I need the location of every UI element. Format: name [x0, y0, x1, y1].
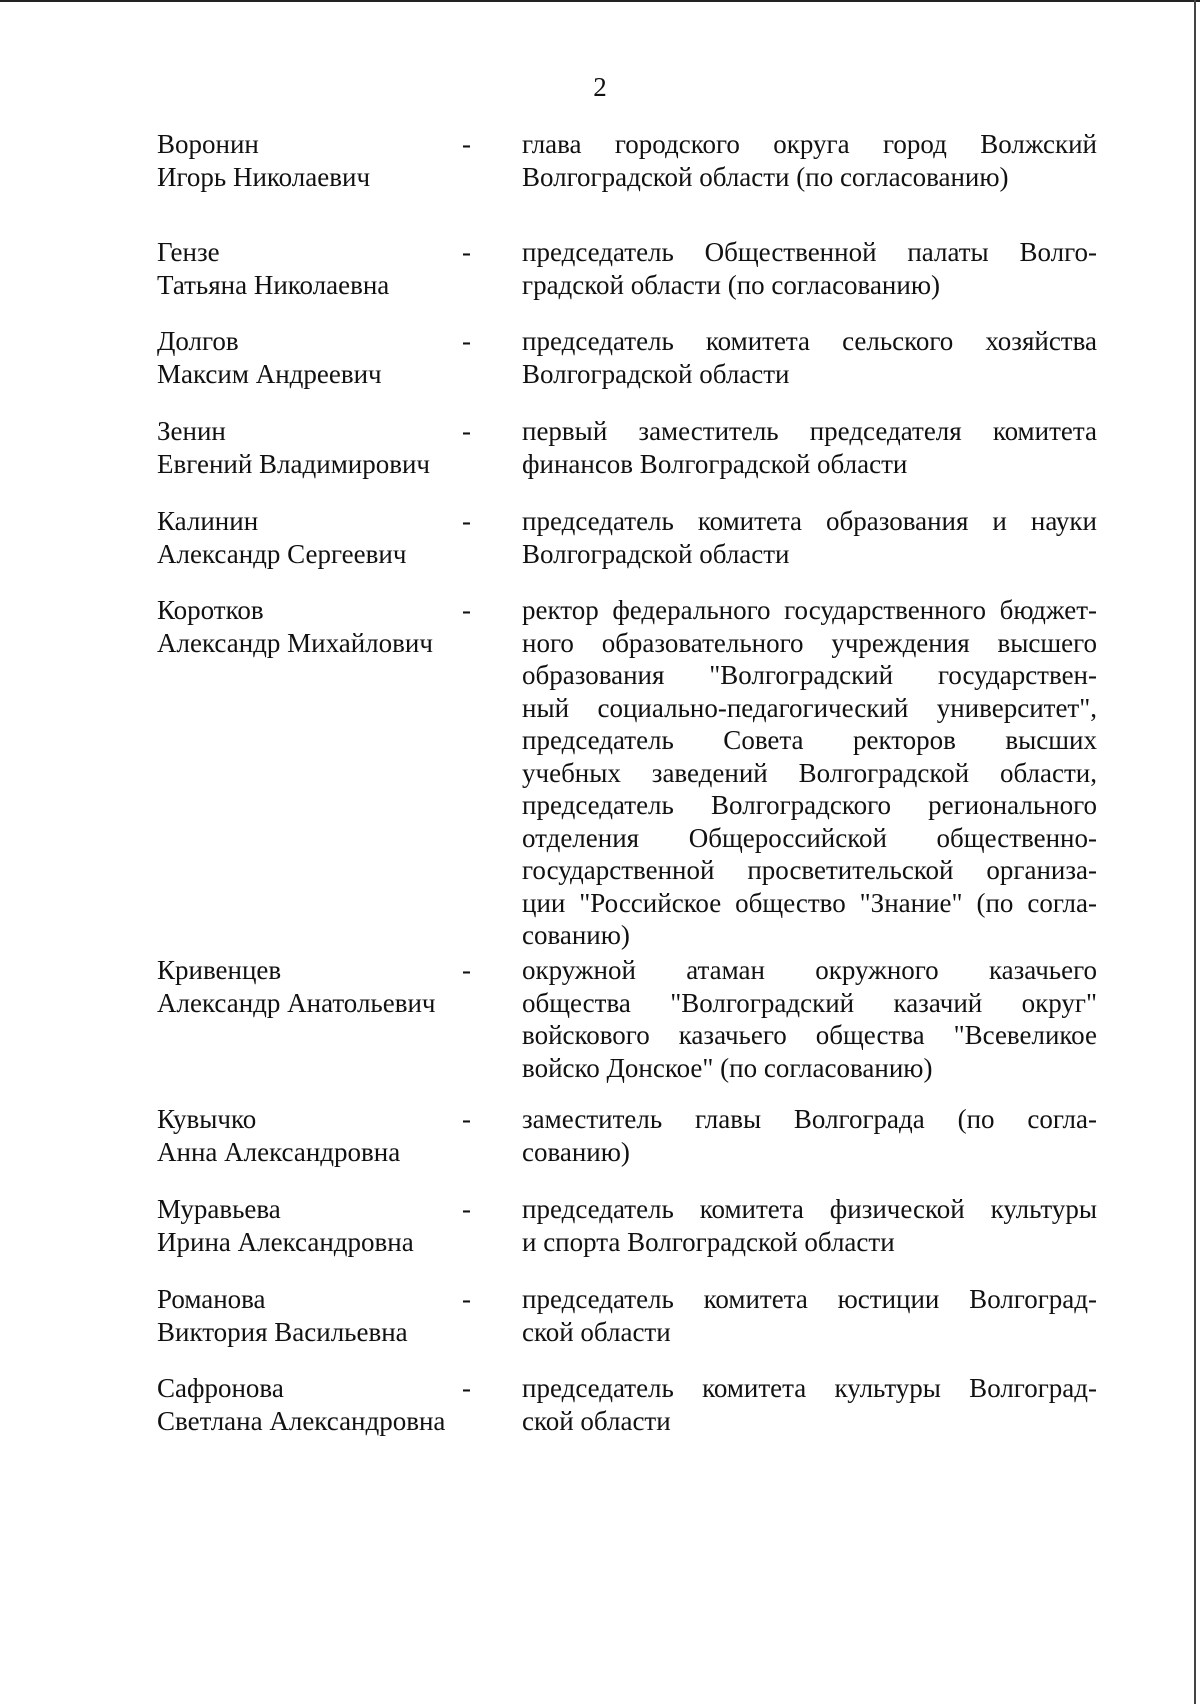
member-name: [157, 954, 462, 1084]
position-line: председатель Общественной палаты Волго-: [522, 237, 1097, 267]
member-name: [157, 236, 462, 301]
member-surname: Сафронова: [157, 1373, 284, 1403]
member-position: [522, 505, 1097, 570]
member-position: [522, 954, 1097, 1084]
member-given-names: Светлана Александровна: [157, 1405, 446, 1436]
member-given-names: Ирина Александровна: [157, 1226, 414, 1257]
member-surname: Зенин: [157, 416, 226, 446]
member-given-names: Евгений Владимирович: [157, 448, 431, 479]
member-given-names: Татьяна Николаевна: [157, 269, 390, 300]
member-position: [522, 1372, 1097, 1437]
position-line: градской области (по согласованию): [522, 269, 940, 300]
position-line: председатель комитета физической культуры: [522, 1194, 1097, 1224]
member-given-names: Александр Анатольевич: [157, 987, 436, 1018]
member-surname: Воронин: [157, 129, 259, 159]
member-given-names: Александр Сергеевич: [157, 538, 407, 569]
position-line: образования "Волгоградский государствен-: [522, 660, 1097, 690]
member-name: [157, 505, 462, 570]
member-surname: Романова: [157, 1284, 266, 1314]
position-line: председатель Волгоградского регионального: [522, 790, 1097, 820]
position-line: финансов Волгоградской области: [522, 448, 908, 479]
position-line: сованию): [522, 920, 630, 950]
separator-dash: -: [462, 595, 471, 625]
member-position: [522, 236, 1097, 301]
member-given-names: Александр Михайлович: [157, 627, 433, 658]
member-given-names: Виктория Васильевна: [157, 1316, 408, 1347]
member-surname: Кувычко: [157, 1104, 257, 1134]
member-position: [522, 1283, 1097, 1348]
member-name: [157, 1283, 462, 1348]
position-line: и спорта Волгоградской области: [522, 1226, 895, 1257]
member-name: [157, 1193, 462, 1258]
position-line: председатель комитета юстиции Волгоград-: [522, 1284, 1097, 1314]
position-line: председатель Совета ректоров высших: [522, 725, 1097, 755]
position-line: Волгоградской области (по согласованию): [522, 161, 1009, 192]
member-position: [522, 594, 1097, 952]
separator-dash: -: [462, 129, 471, 159]
position-line: первый заместитель председателя комитета: [522, 416, 1097, 446]
position-line: отделения Общероссийской общественно-: [522, 822, 1097, 853]
member-position: [522, 415, 1097, 480]
member-name: [157, 128, 462, 193]
separator-dash: -: [462, 1284, 471, 1314]
member-name: [157, 415, 462, 480]
position-line: Волгоградской области: [522, 358, 790, 389]
separator-dash: -: [462, 1104, 471, 1134]
separator-dash: -: [462, 1373, 471, 1403]
position-line: заместитель главы Волгограда (по согла-: [522, 1104, 1097, 1134]
member-position: [522, 1103, 1097, 1168]
position-line: ного образовательного учреждения высшего: [522, 627, 1097, 658]
position-line: Волгоградской области: [522, 538, 790, 569]
position-line: сованию): [522, 1136, 630, 1167]
position-line: войско Донское" (по согласованию): [522, 1052, 933, 1083]
separator-dash: -: [462, 1194, 471, 1224]
position-line: ской области: [522, 1316, 671, 1347]
position-line: ный социально-педагогический университет",: [522, 692, 1097, 723]
position-line: окружной атаман окружного казачьего: [522, 955, 1097, 985]
separator-dash: -: [462, 955, 471, 985]
separator-dash: -: [462, 237, 471, 267]
position-line: войскового казачьего общества "Всевеликое: [522, 1020, 1097, 1050]
separator-dash: -: [462, 506, 471, 536]
member-position: [522, 128, 1097, 193]
member-surname: Коротков: [157, 595, 264, 625]
member-given-names: Анна Александровна: [157, 1136, 401, 1167]
member-name: [157, 325, 462, 390]
member-surname: Долгов: [157, 326, 239, 356]
position-line: общества "Волгоградский казачий округ": [522, 987, 1097, 1018]
position-line: председатель комитета образования и науки: [522, 506, 1097, 536]
position-line: ректор федерального государственного бюджет-: [522, 595, 1097, 625]
top-border-line: [0, 0, 1200, 2]
position-line: председатель комитета сельского хозяйства: [522, 326, 1097, 356]
member-position: [522, 325, 1097, 390]
position-line: государственной просветительской организа-: [522, 855, 1097, 885]
member-given-names: Максим Андреевич: [157, 358, 382, 389]
position-line: ской области: [522, 1405, 671, 1436]
member-surname: Гензе: [157, 237, 220, 267]
position-line: учебных заведений Волгоградской области,: [522, 757, 1097, 788]
separator-dash: -: [462, 326, 471, 356]
page-number: 2: [593, 72, 607, 102]
member-surname: Кривенцев: [157, 955, 282, 985]
member-name: [157, 1103, 462, 1168]
member-surname: Муравьева: [157, 1194, 281, 1224]
member-given-names: Игорь Николаевич: [157, 161, 371, 192]
member-position: [522, 1193, 1097, 1258]
member-name: [157, 1372, 462, 1437]
separator-dash: -: [462, 416, 471, 446]
position-line: председатель комитета культуры Волгоград-: [522, 1373, 1097, 1403]
member-surname: Калинин: [157, 506, 259, 536]
position-line: глава городского округа город Волжский: [522, 129, 1097, 159]
position-line: ции "Российское общество "Знание" (по согла-: [522, 887, 1097, 918]
member-name: [157, 594, 462, 952]
